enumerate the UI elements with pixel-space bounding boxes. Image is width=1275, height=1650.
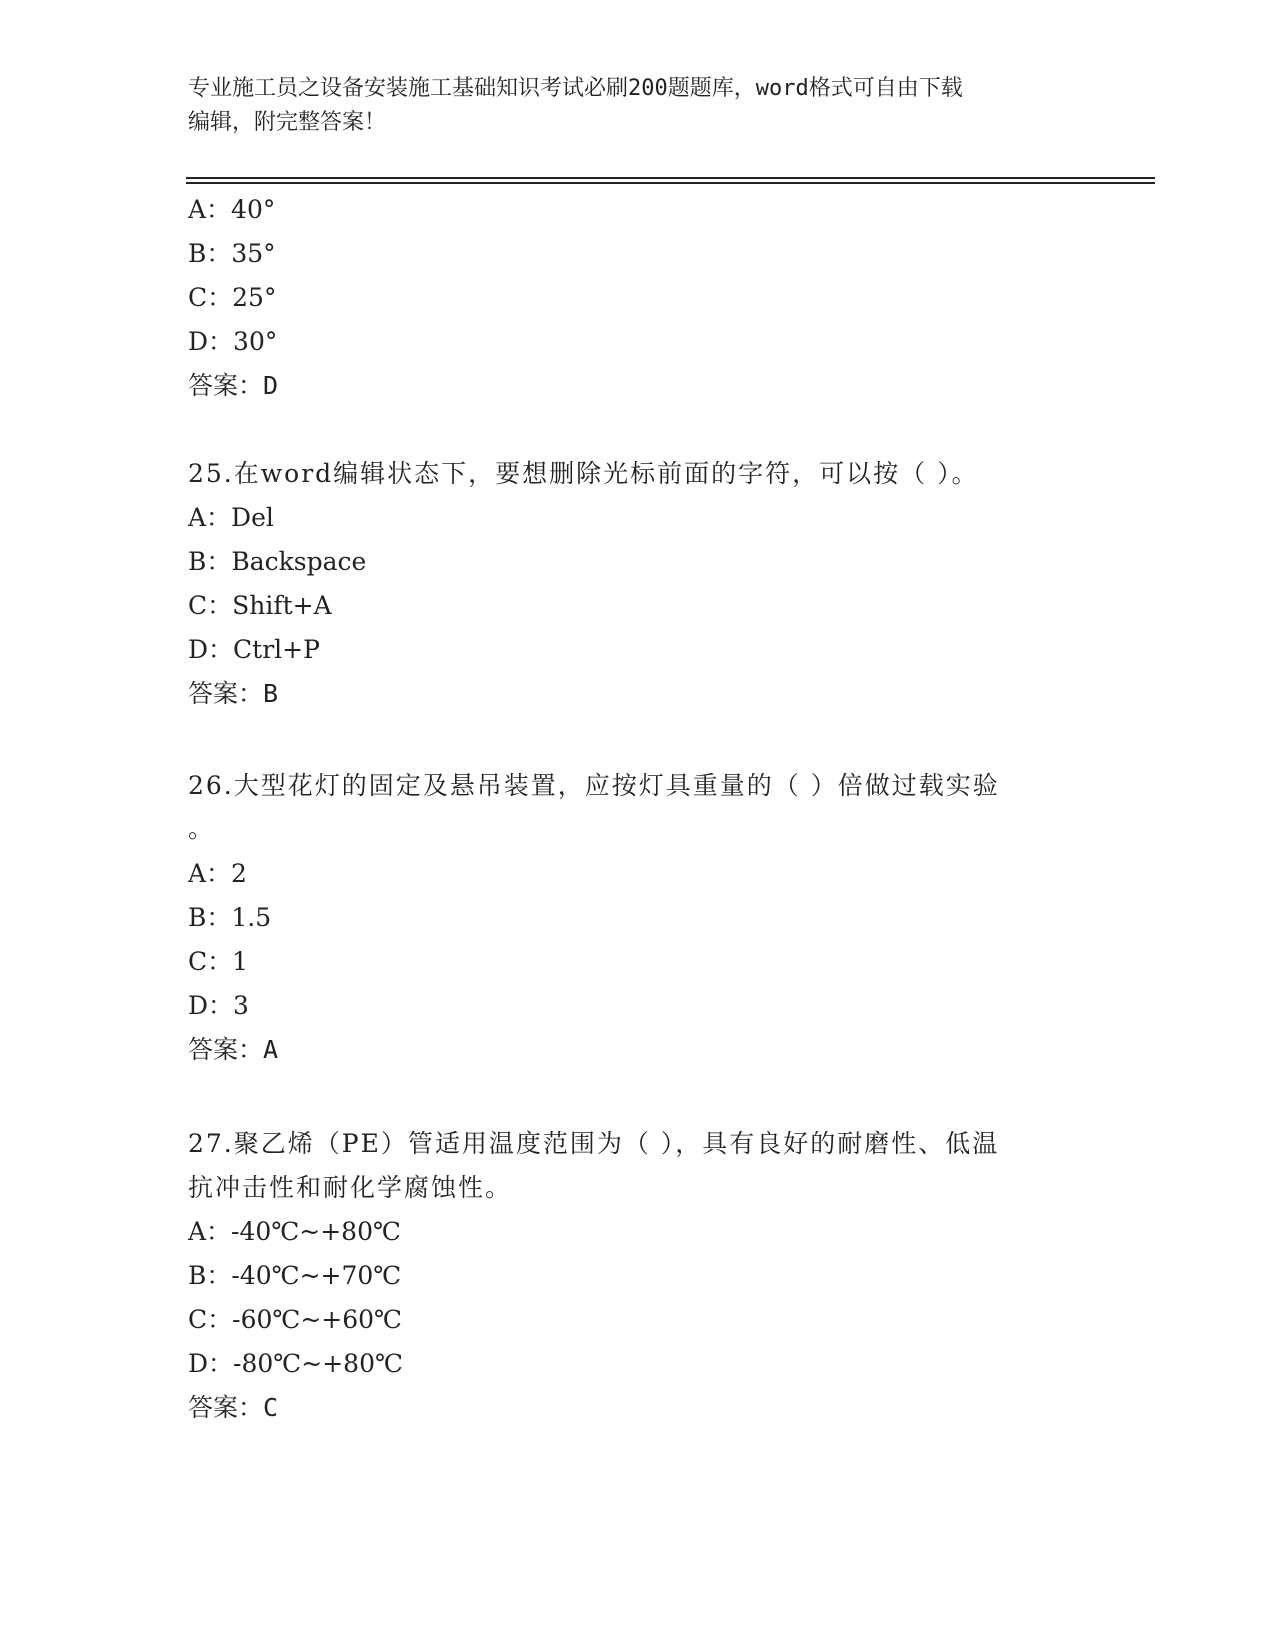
q24-answer: 答案：D <box>188 371 279 400</box>
header-divider-top <box>186 177 1155 179</box>
document-header <box>188 72 1088 140</box>
q25-stem: 25.在word编辑状态下，要想删除光标前面的字符，可以按（ ）。 <box>188 459 979 488</box>
q27-option-b: B：-40℃~+70℃ <box>188 1261 402 1290</box>
q24-option-d: D：30° <box>188 327 278 356</box>
q24-option-c: C：25° <box>188 283 277 312</box>
q27-option-c: C：-60℃~+60℃ <box>188 1305 403 1334</box>
q26-option-d: D：3 <box>188 991 249 1020</box>
header-line-1: 专业施工员之设备安装施工基础知识考试必刷200题题库，word格式可自由下载 <box>188 76 963 101</box>
q25-answer: 答案：B <box>188 679 279 708</box>
q26-option-b: B：1.5 <box>188 903 272 932</box>
q24-option-a: A：40° <box>188 195 276 224</box>
q27-stem-line-2: 抗冲击性和耐化学腐蚀性。 <box>188 1173 513 1202</box>
q26-option-a: A：2 <box>188 859 247 888</box>
q25-option-c: C：Shift+A <box>188 591 332 620</box>
q25-option-a: A：Del <box>188 503 274 532</box>
q24-option-b: B：35° <box>188 239 276 268</box>
q26-stem-line-1: 26.大型花灯的固定及悬吊装置，应按灯具重量的（ ）倍做过载实验 <box>188 771 1000 800</box>
q27-stem-line-1: 27.聚乙烯（PE）管适用温度范围为（ ），具有良好的耐磨性、低温 <box>188 1129 1000 1158</box>
q25-option-b: B：Backspace <box>188 547 367 576</box>
header-line-2: 编辑，附完整答案！ <box>188 110 387 135</box>
q27-option-d: D：-80℃~+80℃ <box>188 1349 403 1378</box>
q27-answer: 答案：C <box>188 1393 279 1422</box>
q26-option-c: C：1 <box>188 947 249 976</box>
header-divider-bottom <box>186 182 1155 184</box>
q27-option-a: A：-40℃~+80℃ <box>188 1217 401 1246</box>
q26-stem-line-2: 。 <box>188 814 214 843</box>
q25-option-d: D：Ctrl+P <box>188 635 320 664</box>
q26-answer: 答案：A <box>188 1035 279 1064</box>
